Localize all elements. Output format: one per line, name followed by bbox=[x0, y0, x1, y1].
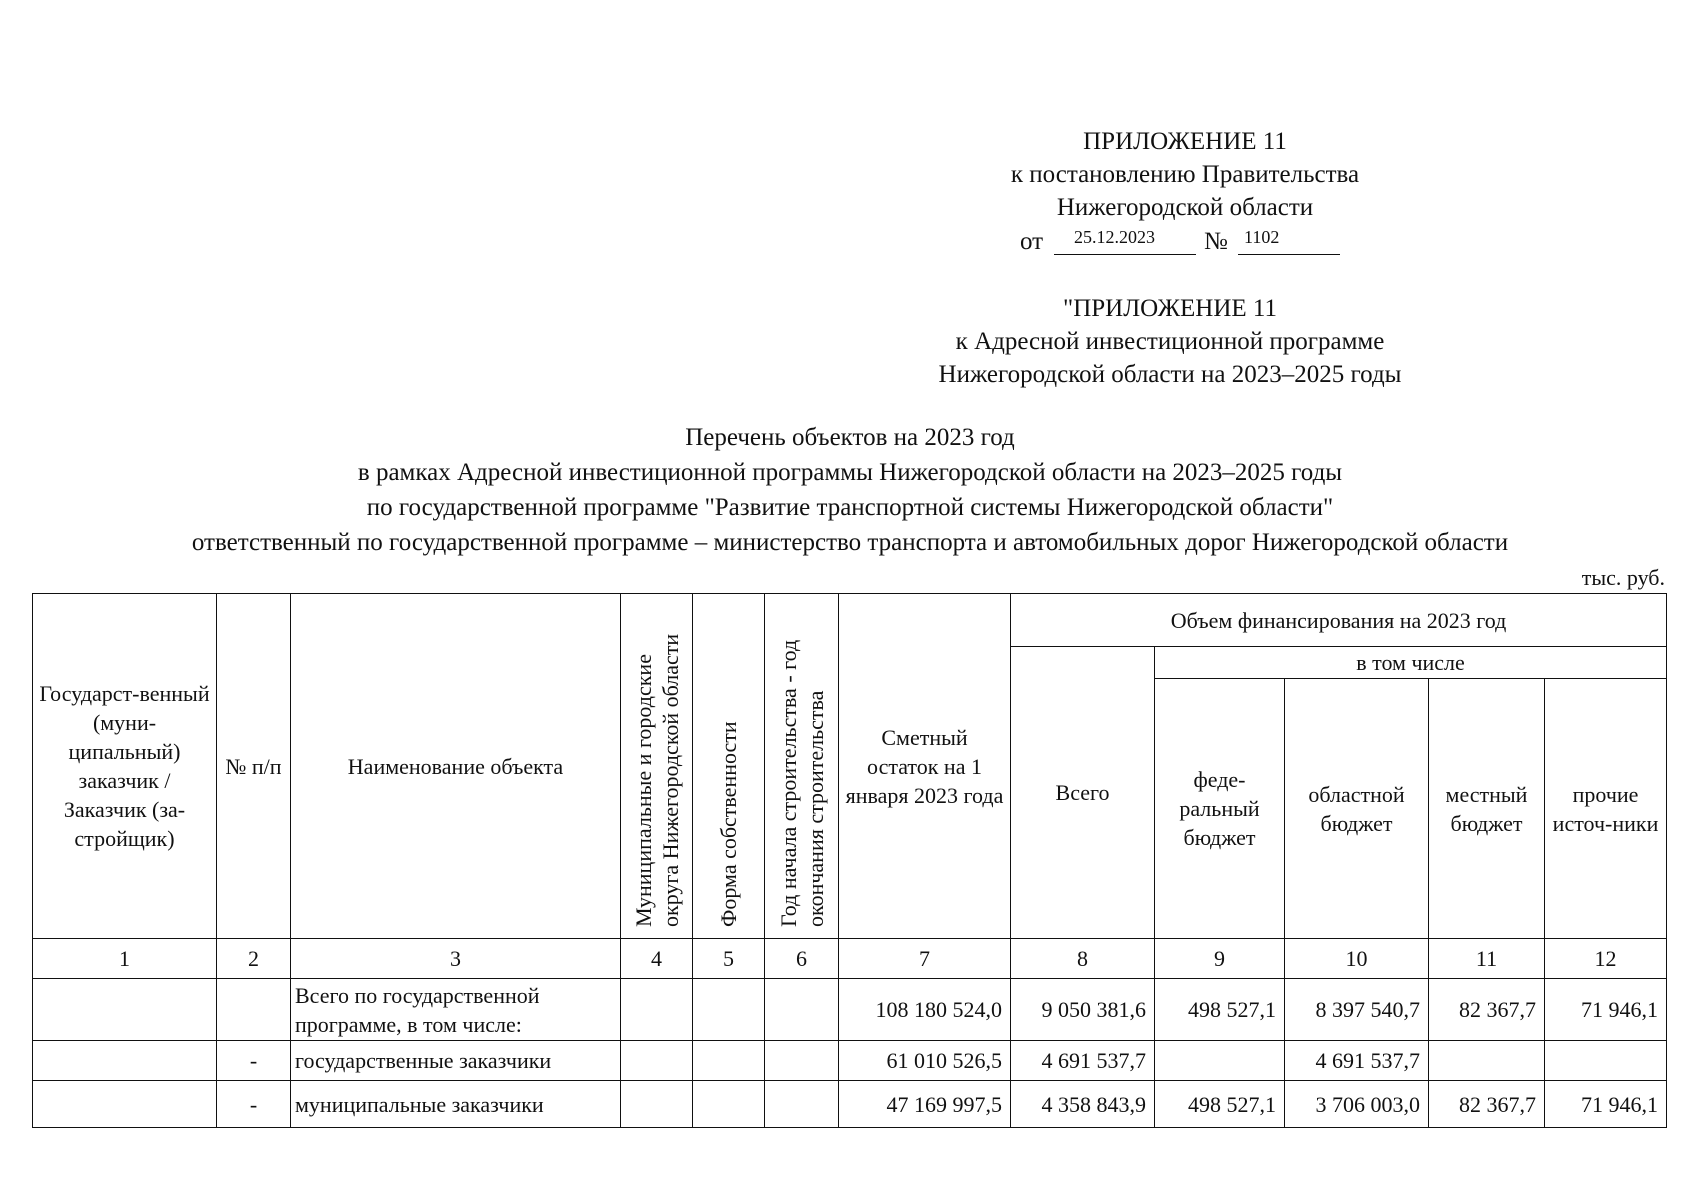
column-numbers-row bbox=[33, 939, 1667, 979]
header-regional: областной бюджет bbox=[1285, 679, 1429, 939]
cell-federal: 498 527,1 bbox=[1155, 979, 1285, 1041]
header-customer: Государст-венный (муни-ципальный) заказчик / Заказчик (за-стройщик) bbox=[33, 594, 217, 939]
col-number: 1 bbox=[33, 939, 217, 979]
cell-federal bbox=[1155, 1041, 1285, 1081]
cell-other: 71 946,1 bbox=[1545, 979, 1667, 1041]
cell-ownership bbox=[693, 979, 765, 1041]
cell-years bbox=[765, 1041, 839, 1081]
title-line-4: ответственный по государственной программе – министерство транспорта и автомобильных дорог Нижегородской области bbox=[191, 529, 1509, 556]
cell-remainder: 47 169 997,5 bbox=[839, 1081, 1011, 1128]
cell-ownership bbox=[693, 1041, 765, 1081]
cell-local: 82 367,7 bbox=[1429, 1081, 1545, 1128]
header-local: местный бюджет bbox=[1429, 679, 1545, 939]
cell-customer bbox=[33, 979, 217, 1041]
title-line-2: в рамках Адресной инвестиционной программы Нижегородской области на 2023–2025 годы bbox=[357, 459, 1343, 486]
cell-municipal bbox=[621, 1081, 693, 1128]
table-row bbox=[33, 1081, 1667, 1128]
approval-line-3: Нижегородской области bbox=[1056, 194, 1314, 221]
cell-remainder: 61 010 526,5 bbox=[839, 1041, 1011, 1081]
header-federal: феде-ральный бюджет bbox=[1155, 679, 1285, 939]
cell-number: - bbox=[217, 1081, 291, 1128]
cell-years bbox=[765, 1081, 839, 1128]
cell-local: 82 367,7 bbox=[1429, 979, 1545, 1041]
cell-remainder: 108 180 524,0 bbox=[839, 979, 1011, 1041]
approval-date: 25.12.2023 bbox=[1054, 224, 1196, 255]
program-appendix-line-1: "ПРИЛОЖЕНИЕ 11 bbox=[1063, 295, 1277, 322]
header-total: Всего bbox=[1011, 647, 1155, 939]
col-number: 12 bbox=[1545, 939, 1667, 979]
col-number: 11 bbox=[1429, 939, 1545, 979]
cell-other: 71 946,1 bbox=[1545, 1081, 1667, 1128]
number-prefix: № bbox=[1204, 228, 1228, 255]
cell-customer bbox=[33, 1041, 217, 1081]
header-other: прочие источ-ники bbox=[1545, 679, 1667, 939]
header-row-1 bbox=[33, 594, 1667, 647]
approval-header bbox=[990, 125, 1380, 224]
cell-number bbox=[217, 979, 291, 1041]
header-years-cell bbox=[765, 594, 839, 939]
units-label: тыс. руб. bbox=[1581, 565, 1665, 590]
cell-municipal bbox=[621, 979, 693, 1041]
col-number: 7 bbox=[839, 939, 1011, 979]
cell-regional: 8 397 540,7 bbox=[1285, 979, 1429, 1041]
cell-total: 4 691 537,7 bbox=[1011, 1041, 1155, 1081]
header-remainder: Сметный остаток на 1 января 2023 года bbox=[839, 594, 1011, 939]
col-number: 8 bbox=[1011, 939, 1155, 979]
program-appendix-line-3: Нижегородской области на 2023–2025 годы bbox=[938, 361, 1402, 388]
objects-table bbox=[32, 593, 1667, 1128]
header-number: № п/п bbox=[217, 594, 291, 939]
approval-number: 1102 bbox=[1238, 224, 1340, 255]
title-line-3: по государственной программе "Развитие транспортной системы Нижегородской области" bbox=[366, 494, 1334, 521]
header-municipal: Муниципальные и городские округа Нижегородской области bbox=[630, 633, 683, 927]
header-ownership: Форма собственности bbox=[716, 721, 741, 927]
header-years: Год начала строительства - год окончания строительства bbox=[775, 639, 828, 927]
cell-total: 4 358 843,9 bbox=[1011, 1081, 1155, 1128]
col-number: 9 bbox=[1155, 939, 1285, 979]
table-row bbox=[33, 979, 1667, 1041]
cell-municipal bbox=[621, 1041, 693, 1081]
program-appendix-line-2: к Адресной инвестиционной программе bbox=[955, 328, 1385, 355]
cell-ownership bbox=[693, 1081, 765, 1128]
appendix-number: ПРИЛОЖЕНИЕ 11 bbox=[1083, 128, 1287, 155]
cell-other bbox=[1545, 1041, 1667, 1081]
cell-local bbox=[1429, 1041, 1545, 1081]
col-number: 5 bbox=[693, 939, 765, 979]
header-ownership-cell bbox=[693, 594, 765, 939]
header-including: в том числе bbox=[1155, 647, 1667, 679]
col-number: 2 bbox=[217, 939, 291, 979]
date-prefix: от bbox=[1020, 228, 1044, 255]
header-municipal-cell bbox=[621, 594, 693, 939]
cell-total: 9 050 381,6 bbox=[1011, 979, 1155, 1041]
cell-customer bbox=[33, 1081, 217, 1128]
approval-line-2: к постановлению Правительства bbox=[1010, 161, 1360, 188]
col-number: 4 bbox=[621, 939, 693, 979]
header-funding: Объем финансирования на 2023 год bbox=[1011, 594, 1667, 647]
col-number: 10 bbox=[1285, 939, 1429, 979]
cell-federal: 498 527,1 bbox=[1155, 1081, 1285, 1128]
table-row bbox=[33, 1041, 1667, 1081]
col-number: 3 bbox=[291, 939, 621, 979]
approval-date-line bbox=[1020, 224, 1350, 258]
document-title bbox=[30, 420, 1670, 560]
cell-object-name: государственные заказчики bbox=[291, 1041, 621, 1081]
cell-years bbox=[765, 979, 839, 1041]
header-object-name: Наименование объекта bbox=[291, 594, 621, 939]
program-appendix-header bbox=[880, 292, 1460, 391]
cell-regional: 3 706 003,0 bbox=[1285, 1081, 1429, 1128]
cell-number: - bbox=[217, 1041, 291, 1081]
cell-object-name: муниципальные заказчики bbox=[291, 1081, 621, 1128]
cell-regional: 4 691 537,7 bbox=[1285, 1041, 1429, 1081]
col-number: 6 bbox=[765, 939, 839, 979]
title-line-1: Перечень объектов на 2023 год bbox=[685, 424, 1015, 451]
cell-object-name: Всего по государственной программе, в том числе: bbox=[291, 979, 621, 1041]
